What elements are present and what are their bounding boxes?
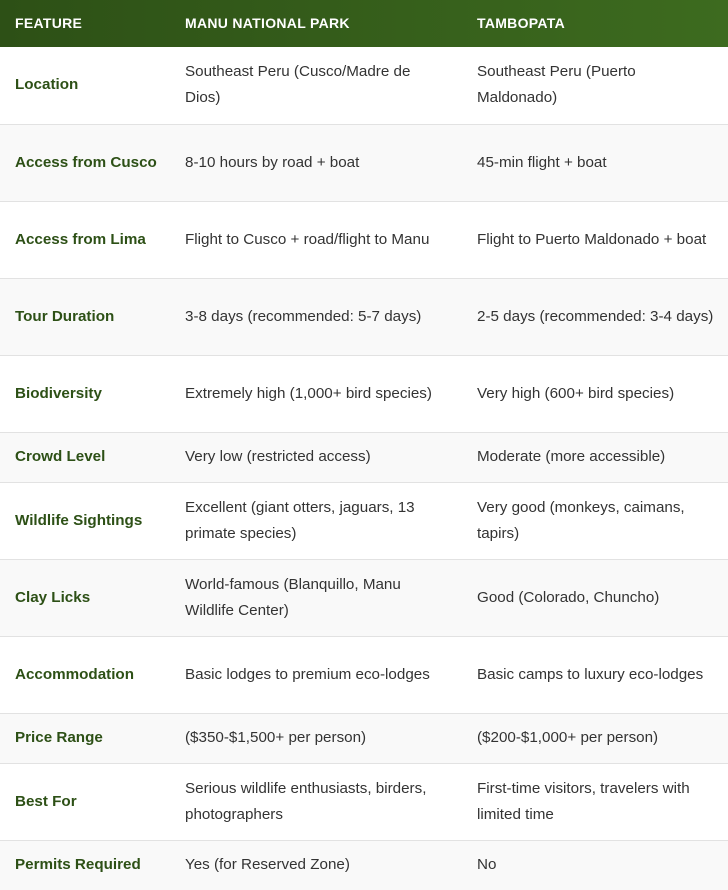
- manu-cell: ($350-$1,500+ per person): [170, 713, 462, 763]
- table-row: [0, 559, 728, 636]
- feature-cell: Tour Duration: [0, 278, 170, 355]
- table-row: [0, 124, 728, 201]
- feature-cell: Access from Cusco: [0, 124, 170, 201]
- tambopata-cell: Good (Colorado, Chuncho): [462, 559, 728, 636]
- feature-cell: Best For: [0, 763, 170, 840]
- header-feature: FEATURE: [15, 14, 83, 31]
- table-row: [0, 713, 728, 763]
- header-manu: MANU NATIONAL PARK: [185, 14, 350, 31]
- table-row: [0, 355, 728, 432]
- feature-cell: Accommodation: [0, 636, 170, 713]
- tambopata-cell: Flight to Puerto Maldonado + boat: [462, 201, 728, 278]
- tambopata-cell: ($200-$1,000+ per person): [462, 713, 728, 763]
- tambopata-cell: First-time visitors, travelers with limited time: [462, 763, 728, 840]
- header-row: [0, 0, 728, 47]
- manu-cell: Yes (for Reserved Zone): [170, 840, 462, 890]
- manu-cell: Serious wildlife enthusiasts, birders, photographers: [170, 763, 462, 840]
- tambopata-cell: 2-5 days (recommended: 3-4 days): [462, 278, 728, 355]
- manu-cell: Very low (restricted access): [170, 432, 462, 482]
- feature-cell: Permits Required: [0, 840, 170, 890]
- table-row: [0, 201, 728, 278]
- tambopata-cell: Very high (600+ bird species): [462, 355, 728, 432]
- table-row: [0, 763, 728, 840]
- table-row: [0, 47, 728, 124]
- feature-cell: Location: [0, 47, 170, 124]
- manu-cell: World-famous (Blanquillo, Manu Wildlife Center): [170, 559, 462, 636]
- feature-cell: Price Range: [0, 713, 170, 763]
- table-row: [0, 482, 728, 559]
- table-row: [0, 278, 728, 355]
- manu-cell: Flight to Cusco + road/flight to Manu: [170, 201, 462, 278]
- tambopata-cell: Very good (monkeys, caimans, tapirs): [462, 482, 728, 559]
- table-row: [0, 840, 728, 890]
- feature-cell: Wildlife Sightings: [0, 482, 170, 559]
- manu-cell: Southeast Peru (Cusco/Madre de Dios): [170, 47, 462, 124]
- tambopata-cell: 45-min flight + boat: [462, 124, 728, 201]
- tambopata-cell: Southeast Peru (Puerto Maldonado): [462, 47, 728, 124]
- manu-cell: 8-10 hours by road + boat: [170, 124, 462, 201]
- table-row: [0, 432, 728, 482]
- manu-cell: Excellent (giant otters, jaguars, 13 primate species): [170, 482, 462, 559]
- table-header: [0, 0, 728, 47]
- tambopata-cell: No: [462, 840, 728, 890]
- header-tambopata: TAMBOPATA: [477, 14, 565, 31]
- feature-cell: Clay Licks: [0, 559, 170, 636]
- feature-cell: Biodiversity: [0, 355, 170, 432]
- manu-cell: Extremely high (1,000+ bird species): [170, 355, 462, 432]
- feature-cell: Access from Lima: [0, 201, 170, 278]
- tambopata-cell: Moderate (more accessible): [462, 432, 728, 482]
- feature-cell: Crowd Level: [0, 432, 170, 482]
- table-row: [0, 636, 728, 713]
- manu-cell: Basic lodges to premium eco-lodges: [170, 636, 462, 713]
- manu-cell: 3-8 days (recommended: 5-7 days): [170, 278, 462, 355]
- table-body: [0, 47, 728, 890]
- tambopata-cell: Basic camps to luxury eco-lodges: [462, 636, 728, 713]
